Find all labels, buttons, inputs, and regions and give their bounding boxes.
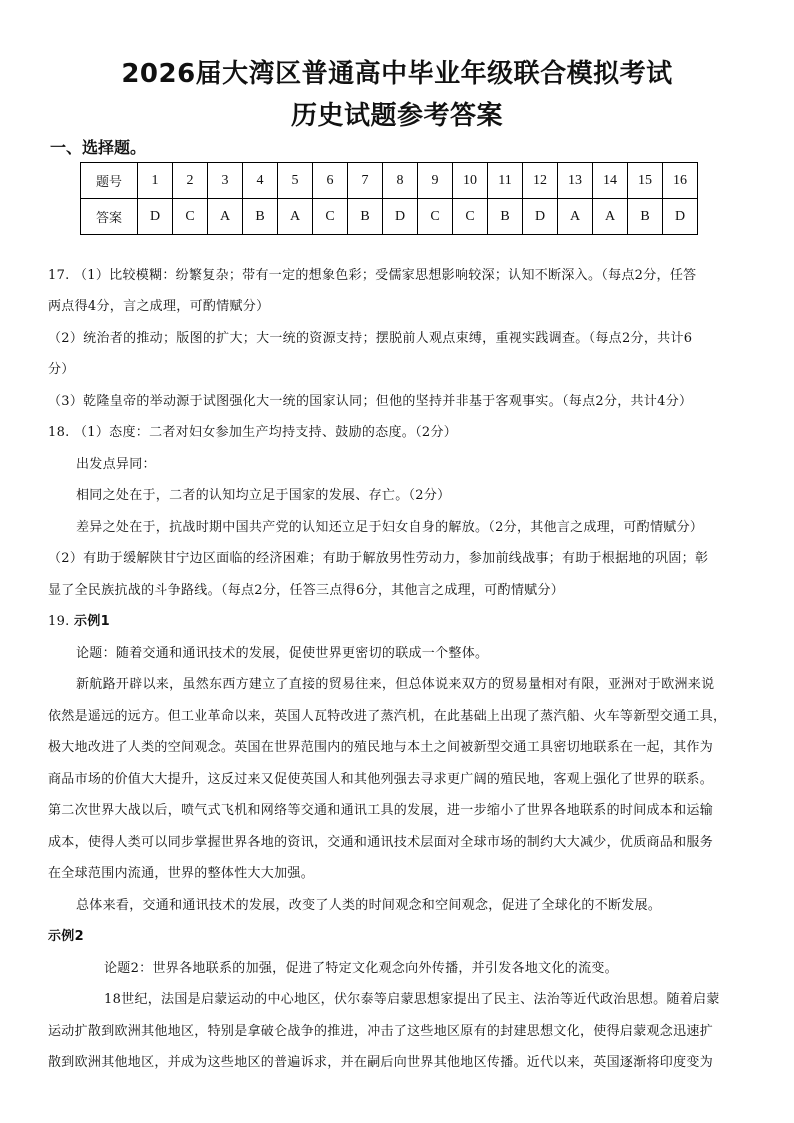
q18-part2-line1: （2）有助于缓解陕甘宁边区面临的经济困难；有助于解放男性劳动力，参加前线战事；有助于根据地的巩固；彰 <box>48 551 709 566</box>
table-cell: 7 <box>348 163 383 199</box>
example1-para1-line1: 新航路开辟以来，虽然东西方建立了直接的贸易往来，但总体说来双方的贸易量相对有限，亚洲对于欧洲来说 <box>76 677 715 692</box>
table-cell: B <box>243 199 278 235</box>
table-cell: D <box>383 199 418 235</box>
example2-para1-line1: 18世纪，法国是启蒙运动的中心地区，伏尔泰等启蒙思想家提出了民主、法治等近代政治思想。随着启蒙 <box>104 992 720 1007</box>
table-cell: D <box>523 199 558 235</box>
answer-table <box>80 162 698 235</box>
table-cell: A <box>278 199 313 235</box>
table-cell: B <box>628 199 663 235</box>
table-cell: 10 <box>453 163 488 199</box>
table-row <box>81 163 698 199</box>
table-cell: D <box>663 199 698 235</box>
example1-thesis: 论题：随着交通和通讯技术的发展，促使世界更密切的联成一个整体。 <box>76 646 489 661</box>
example1-para1-line2: 依然是遥远的远方。但工业革命以来，英国人瓦特改进了蒸汽机，在此基础上出现了蒸汽船、火车等新型交通工具， <box>48 709 727 724</box>
example1-para1-line3: 极大地改进了人类的空间观念。英国在世界范围内的殖民地与本土之间被新型交通工具密切地联系在一起，其作为 <box>48 740 714 755</box>
table-cell: 9 <box>418 163 453 199</box>
table-cell: 8 <box>383 163 418 199</box>
exam-title: 2026届大湾区普通高中毕业年级联合模拟考试 <box>121 59 673 89</box>
table-cell: 1 <box>138 163 173 199</box>
q17-part2-line1: （2）统治者的推动；版图的扩大；大一统的资源支持；摆脱前人观点束缚，重视实践调查。（每点2分，共计6 <box>48 331 693 346</box>
table-cell: C <box>313 199 348 235</box>
table-cell: A <box>593 199 628 235</box>
q17-part3: （3）乾隆皇帝的举动源于试图强化大一统的国家认同；但他的坚持并非基于客观事实。（每点2分，共计4分） <box>48 394 693 409</box>
example1-para1-line4: 商品市场的价值大大提升，这反过来又促使英国人和其他列强去寻求更广阔的殖民地，客观上强化了世界的联系。 <box>48 772 714 787</box>
table-cell: B <box>488 199 523 235</box>
q19-number: 19. <box>48 614 70 629</box>
table-row <box>81 199 698 235</box>
row-header-number: 题号 <box>81 163 138 199</box>
table-cell: 3 <box>208 163 243 199</box>
q18-similarity: 相同之处在于，二者的认知均立足于国家的发展、存亡。（2分） <box>76 488 451 503</box>
row-header-answer: 答案 <box>81 199 138 235</box>
example1-para1-line5: 第二次世界大战以后，喷气式飞机和网络等交通和通讯工具的发展，进一步缩小了世界各地联系的时间成本和运输 <box>48 803 714 818</box>
table-cell: A <box>208 199 243 235</box>
example2-para1-line3: 散到欧洲其他地区，并成为这些地区的普遍诉求，并在嗣后向世界其他地区传播。近代以来，英国逐渐将印度变为 <box>48 1055 714 1070</box>
table-cell: 5 <box>278 163 313 199</box>
q17-part1-line2: 两点得4分，言之成理，可酌情赋分） <box>48 299 270 314</box>
section-heading-choice: 一、选择题。 <box>50 138 147 157</box>
table-cell: 11 <box>488 163 523 199</box>
table-cell: C <box>453 199 488 235</box>
table-cell: 16 <box>663 163 698 199</box>
q18-difference: 差异之处在于，抗战时期中国共产党的认知还立足于妇女自身的解放。（2分，其他言之成理，可酌情赋分） <box>76 520 704 535</box>
example2-thesis: 论题2：世界各地联系的加强，促进了特定文化观念向外传播，并引发各地文化的流变。 <box>104 961 618 976</box>
table-cell: 15 <box>628 163 663 199</box>
example2-para1-line2: 运动扩散到欧洲其他地区，特别是拿破仑战争的推进，冲击了这些地区原有的封建思想文化，使得启蒙观念迅速扩 <box>48 1024 714 1039</box>
q18-starting-point-heading: 出发点异同： <box>76 457 156 472</box>
example1-para1-line7: 在全球范围内流通，世界的整体性大大加强。 <box>48 866 315 881</box>
example1-para1-line6: 成本，使得人类可以同步掌握世界各地的资讯，交通和通讯技术层面对全球市场的制约大大减少，优质商品和服务 <box>48 835 714 850</box>
example2-label: 示例2 <box>48 929 84 944</box>
table-cell: 14 <box>593 163 628 199</box>
table-cell: 4 <box>243 163 278 199</box>
exam-subtitle: 历史试题参考答案 <box>290 101 503 131</box>
table-cell: C <box>418 199 453 235</box>
table-cell: 2 <box>173 163 208 199</box>
table-cell: D <box>138 199 173 235</box>
table-cell: B <box>348 199 383 235</box>
table-cell: A <box>558 199 593 235</box>
example1-label: 示例1 <box>74 614 110 629</box>
table-cell: 6 <box>313 163 348 199</box>
q18-part2-line2: 显了全民族抗战的斗争路线。（每点2分，任答三点得6分，其他言之成理，可酌情赋分） <box>48 583 565 598</box>
q19-heading <box>48 610 110 629</box>
table-cell: 12 <box>523 163 558 199</box>
table-cell: 13 <box>558 163 593 199</box>
table-cell: C <box>173 199 208 235</box>
q18-part1-attitude: 18. （1）态度：二者对妇女参加生产均持支持、鼓励的态度。（2分） <box>48 425 458 440</box>
q17-part1-line1: 17. （1）比较模糊：纷繁复杂；带有一定的想象色彩；受儒家思想影响较深；认知不断深入。（每点2分，任答 <box>48 268 697 283</box>
q17-part2-line2: 分） <box>48 362 75 377</box>
example1-conclusion: 总体来看，交通和通讯技术的发展，改变了人类的时间观念和空间观念，促进了全球化的不断发展。 <box>76 898 662 913</box>
